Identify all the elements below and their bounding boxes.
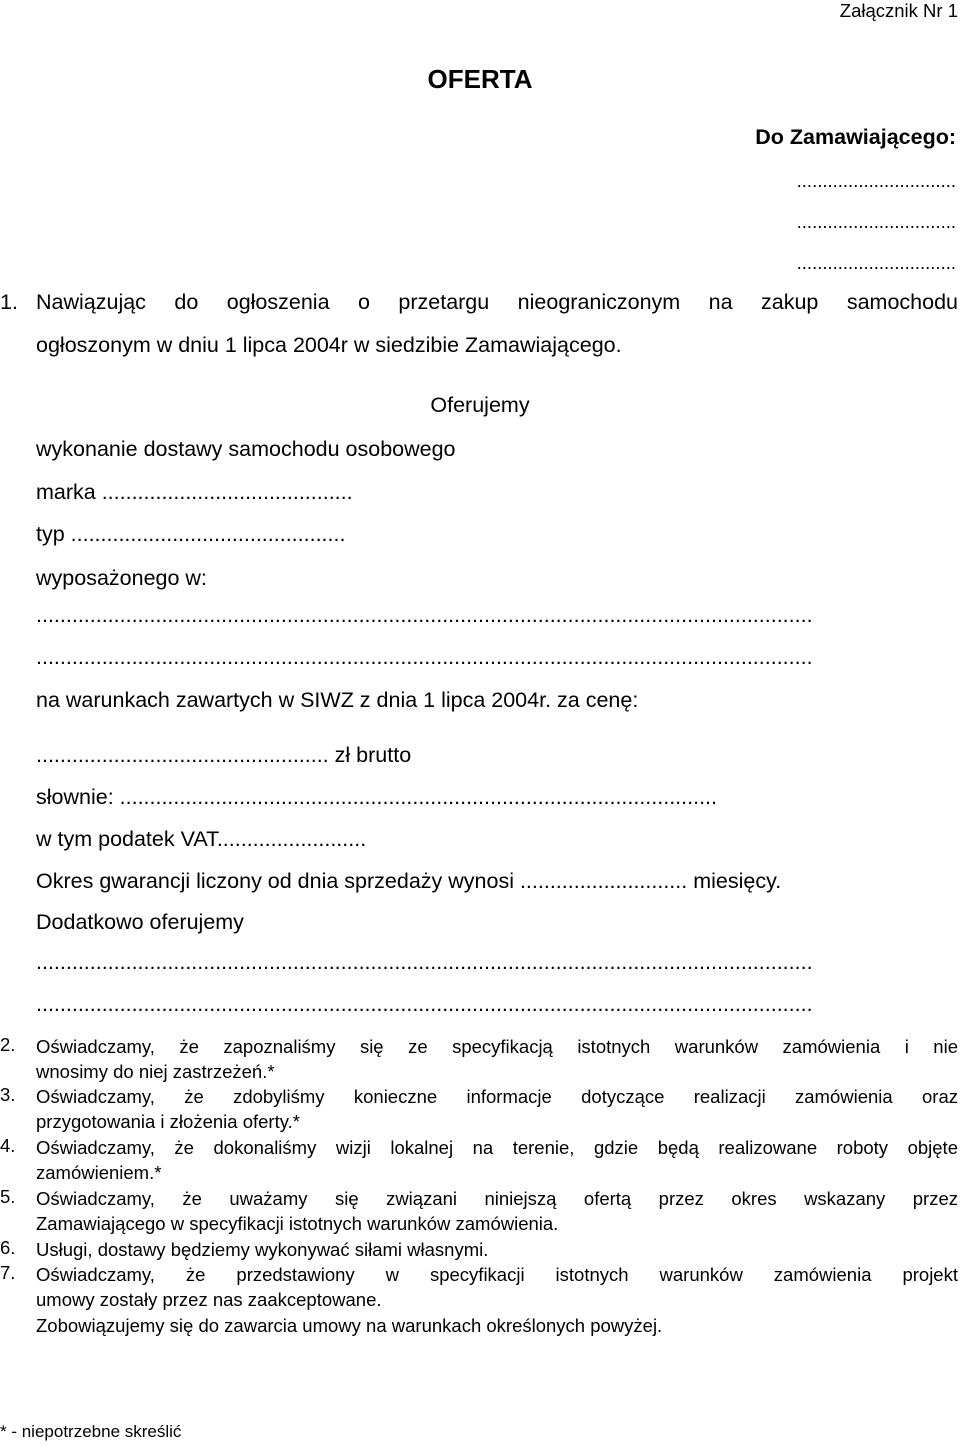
additional-field[interactable]: .................................................................................................................................. bbox=[36, 950, 813, 974]
declaration-line: Oświadczamy, że uważamy się związani niniejszą ofertą przez okres wskazany przez bbox=[36, 1188, 958, 1209]
declaration-number: 3. bbox=[0, 1084, 16, 1105]
delivery-text: wykonanie dostawy samochodu osobowego bbox=[36, 437, 456, 461]
declaration-number: 7. bbox=[0, 1262, 16, 1283]
additional-label: Dodatkowo oferujemy bbox=[36, 910, 244, 934]
section-intro-line2: ogłoszonym w dniu 1 lipca 2004r w siedzibie Zamawiającego. bbox=[36, 333, 622, 357]
warranty-field[interactable]: Okres gwarancji liczony od dnia sprzedaży wynosi ............................ miesięcy. bbox=[36, 869, 782, 893]
declaration-number: 5. bbox=[0, 1186, 16, 1207]
conditions-text: na warunkach zawartych w SIWZ z dnia 1 lipca 2004r. za cenę: bbox=[36, 688, 639, 712]
equipment-label: wyposażonego w: bbox=[36, 566, 207, 590]
offer-heading: Oferujemy bbox=[430, 393, 530, 417]
declaration-line: Oświadczamy, że dokonaliśmy wizji lokalnej na terenie, gdzie będą realizowane roboty objęte bbox=[36, 1137, 958, 1158]
declaration-line: zamówieniem.* bbox=[36, 1162, 162, 1183]
declaration-number: 4. bbox=[0, 1135, 16, 1156]
recipient-line: ............................... bbox=[796, 252, 956, 273]
equipment-field[interactable]: .................................................................................................................................. bbox=[36, 645, 813, 669]
document-title: OFERTA bbox=[427, 64, 533, 94]
declaration-line: Zamawiającego w specyfikacji istotnych warunków zamówienia. bbox=[36, 1213, 559, 1234]
declaration-line: wnosimy do niej zastrzeżeń.* bbox=[36, 1061, 275, 1082]
declaration-line: Oświadczamy, że zapoznaliśmy się ze specyfikacją istotnych warunków zamówienia i nie bbox=[36, 1036, 958, 1057]
type-field[interactable]: typ .............................................. bbox=[36, 522, 346, 546]
equipment-field[interactable]: .................................................................................................................................. bbox=[36, 603, 813, 627]
additional-field[interactable]: .................................................................................................................................. bbox=[36, 992, 813, 1016]
declaration-number: 2. bbox=[0, 1034, 16, 1055]
price-in-words-field[interactable]: słownie: .................................................................................................... bbox=[36, 785, 717, 809]
section-number: 1. bbox=[0, 290, 18, 314]
footnote: * - niepotrzebne skreślić bbox=[0, 1422, 182, 1441]
recipient-line: ............................... bbox=[796, 170, 956, 191]
declaration-line: Oświadczamy, że przedstawiony w specyfikacji istotnych warunków zamówienia projekt bbox=[36, 1264, 958, 1285]
vat-field[interactable]: w tym podatek VAT......................... bbox=[36, 827, 367, 851]
attachment-label: Załącznik Nr 1 bbox=[839, 0, 958, 21]
brand-field[interactable]: marka .......................................... bbox=[36, 480, 353, 504]
commitment-text: Zobowiązujemy się do zawarcia umowy na warunkach określonych powyżej. bbox=[36, 1315, 663, 1336]
recipient-label: Do Zamawiającego: bbox=[755, 125, 956, 149]
declaration-line: Oświadczamy, że zdobyliśmy konieczne informacje dotyczące realizacji zamówienia oraz bbox=[36, 1086, 958, 1107]
recipient-line: ............................... bbox=[796, 211, 956, 232]
declaration-line: przygotowania i złożenia oferty.* bbox=[36, 1111, 300, 1132]
declaration-line: umowy zostały przez nas zaakceptowane. bbox=[36, 1289, 382, 1310]
declaration-number: 6. bbox=[0, 1237, 16, 1258]
declaration-line: Usługi, dostawy będziemy wykonywać siłami własnymi. bbox=[36, 1239, 489, 1260]
price-field[interactable]: ................................................. zł brutto bbox=[36, 743, 412, 767]
section-intro-line1: Nawiązując do ogłoszenia o przetargu nieograniczonym na zakup samochodu bbox=[36, 290, 958, 314]
